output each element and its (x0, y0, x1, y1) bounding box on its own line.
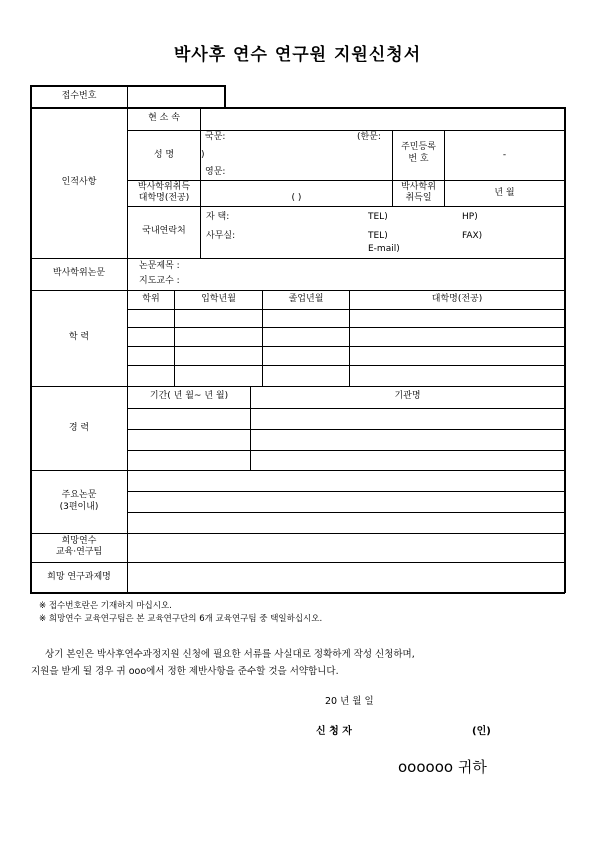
papers-label-line2: (3편이내) (59, 502, 99, 512)
note-receipt: ※ 접수번호란은 기재하지 마십시오. (39, 601, 172, 611)
education-header-university: 대학명(전공) (431, 294, 483, 304)
name-field[interactable] (230, 131, 355, 179)
home-tel-label: TEL) (368, 212, 388, 222)
current-affiliation-field[interactable] (201, 108, 564, 130)
thesis-section-label: 박사학위논문 (52, 268, 106, 278)
phd-date-field[interactable]: 년 월 (494, 188, 515, 198)
date-line: 20 년 월 일 (325, 696, 374, 707)
name-english-label: 영문: (205, 167, 226, 177)
resident-number-label-line1: 주민등록 (401, 142, 436, 152)
team-label-line2: 교육·연구팀 (55, 547, 103, 557)
papers-label-line1: 주요논문 (61, 490, 97, 500)
project-field[interactable] (128, 563, 564, 592)
office-email-label: E-mail) (368, 244, 400, 254)
education-header-entry: 입학년월 (201, 294, 236, 304)
phd-university-field[interactable]: ( ) (291, 193, 302, 203)
office-tel-label: TEL) (368, 231, 388, 241)
receipt-number-field[interactable] (128, 86, 224, 107)
project-label: 희망 연구과제명 (47, 572, 111, 582)
resident-number-label-line2: 번 호 (408, 154, 429, 164)
home-hp-label: HP) (462, 212, 478, 222)
thesis-field[interactable] (200, 259, 564, 290)
pledge-line-1: 상기 본인은 박사후연수과정지원 신청에 필요한 서류를 사실대로 정확하게 작성 신청하며, (45, 649, 415, 660)
pledge-line-2: 지원을 받게 될 경우 귀 ooo에서 정한 제반사항을 준수할 것을 서약합니다. (31, 666, 339, 677)
phd-date-label-line2: 취득일 (405, 193, 432, 203)
education-header-degree: 학위 (142, 294, 160, 304)
office-label: 사무실: (206, 231, 236, 241)
thesis-advisor-label: 지도교수 : (139, 276, 180, 286)
name-chinese-label: (한문: (357, 132, 381, 142)
contact-label: 국내연락처 (142, 226, 186, 236)
personal-info-section-label: 인적사항 (61, 177, 97, 187)
receipt-number-label: 접수번호 (61, 91, 97, 101)
office-fax-label: FAX) (462, 231, 483, 241)
current-affiliation-label: 현 소 속 (148, 113, 180, 123)
phd-university-label-line2: 대학명(전공) (138, 193, 190, 203)
career-header-institution: 기관명 (394, 391, 421, 401)
name-label: 성 명 (153, 150, 175, 160)
team-label-line1: 희망연수 (61, 536, 97, 546)
phd-university-label-line1: 박사학위취득 (137, 182, 191, 192)
home-label: 자 택: (206, 212, 230, 222)
education-section-label: 학 력 (68, 332, 90, 342)
team-field[interactable] (128, 534, 564, 562)
seal-label: (인) (472, 726, 491, 737)
career-section-label: 경 력 (68, 423, 90, 433)
note-team: ※ 희망연수 교육연구팀은 본 교육연구단의 6개 교육연구팀 중 택일하십시오. (39, 614, 323, 624)
name-close-paren: ) (201, 150, 205, 160)
addressee: oooooo 귀하 (398, 758, 487, 776)
applicant-label: 신 청 자 (316, 726, 352, 737)
thesis-title-label: 논문제목 : (139, 261, 180, 271)
name-korean-label: 국문: (205, 132, 226, 142)
education-header-graduation: 졸업년월 (288, 294, 324, 304)
phd-date-label-line1: 박사학위 (401, 182, 436, 192)
document-title: 박사후 연수 연구원 지원신청서 (173, 45, 422, 65)
career-header-period: 기간( 년 월~ 년 월) (149, 391, 229, 401)
resident-number-field[interactable]: - (502, 150, 507, 160)
